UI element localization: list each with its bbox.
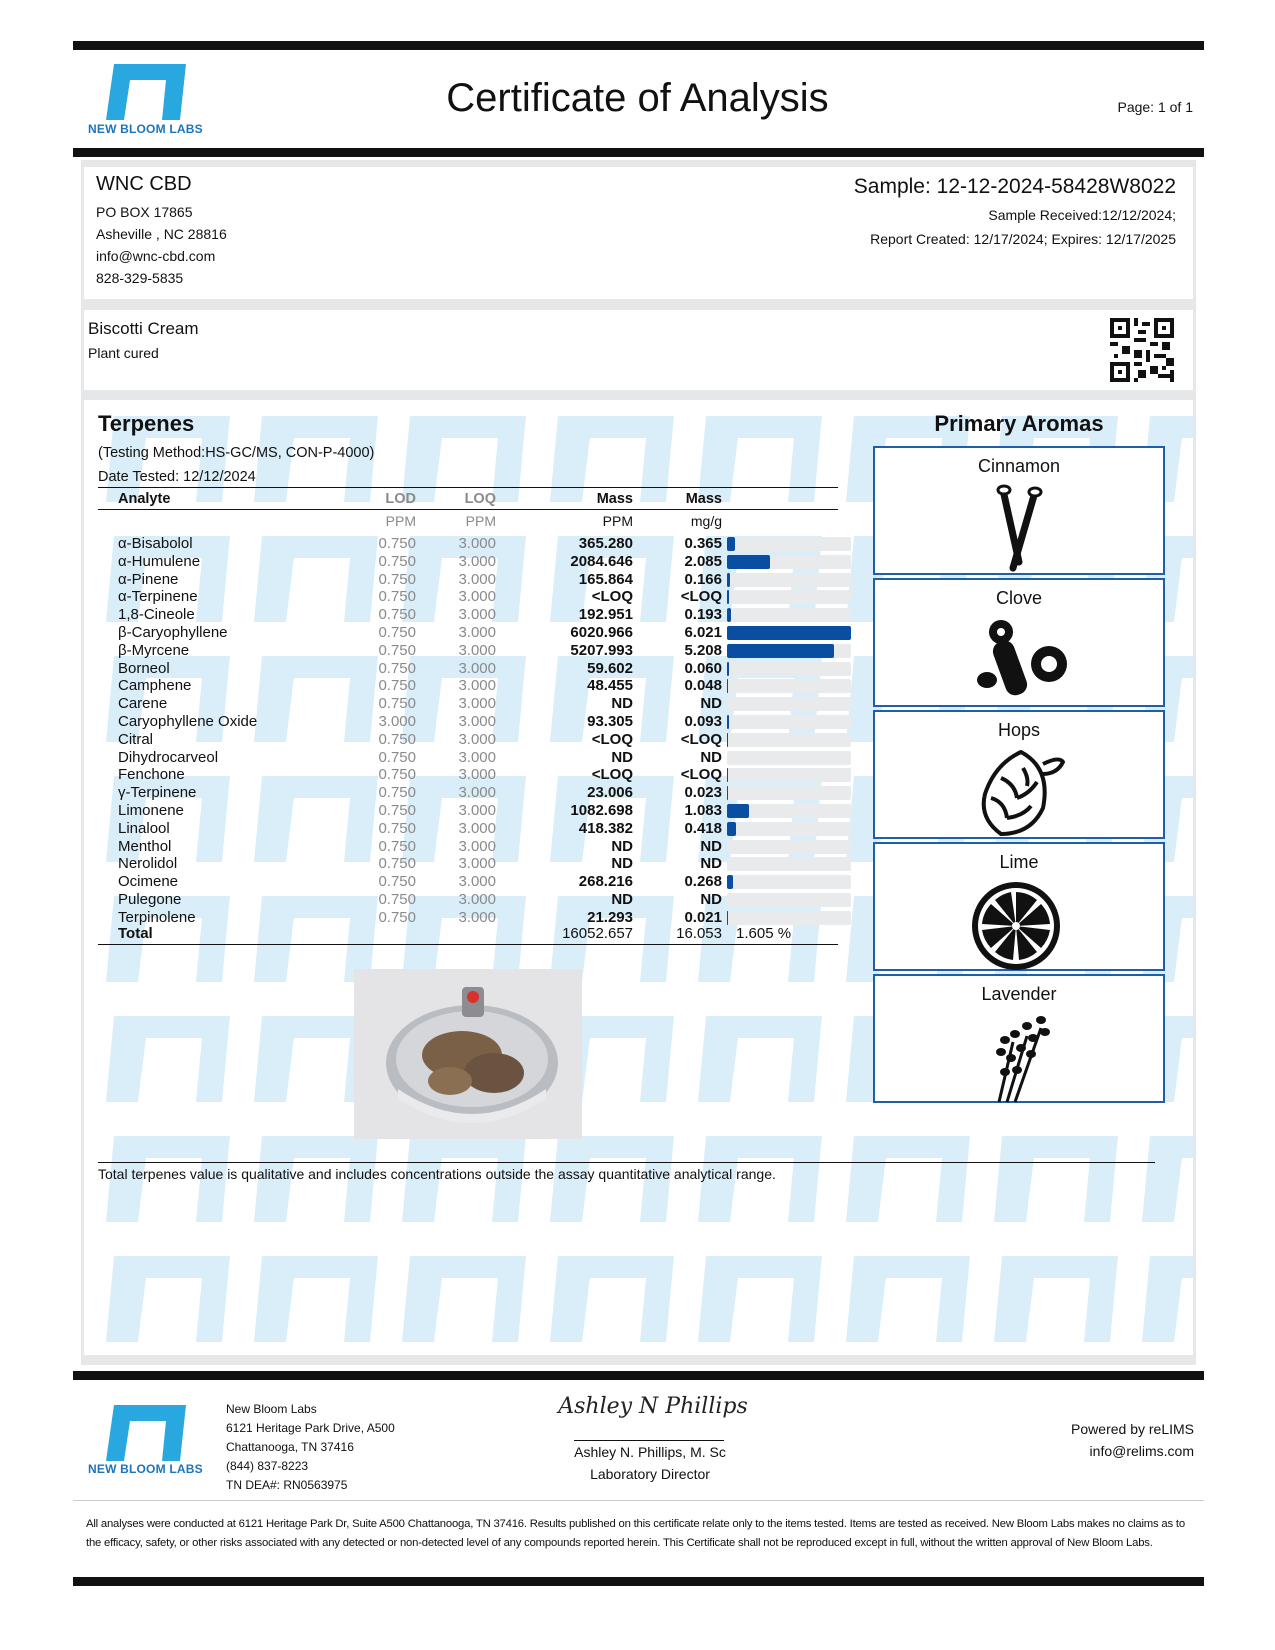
analyte-bar — [727, 786, 728, 800]
analyte-ppm: ND — [611, 748, 633, 766]
analyte-name: 1,8-Cineole — [118, 606, 195, 624]
qr-code-icon — [1110, 318, 1174, 382]
analyte-loq: 3.000 — [458, 641, 496, 659]
total-percent: 1.605 % — [736, 925, 792, 942]
analyte-bar-track — [727, 786, 851, 800]
analyte-bar-track — [727, 751, 851, 765]
footer-logo-text: NEW BLOOM LABS — [88, 1462, 203, 1476]
analyte-mg: ND — [700, 855, 722, 873]
analyte-mg: <LOQ — [680, 766, 722, 784]
analyte-name: Limonene — [118, 802, 184, 819]
analyte-bar-track — [727, 840, 851, 854]
analyte-ppm: 192.951 — [578, 606, 633, 624]
analyte-name: Citral — [118, 730, 154, 748]
cinnamon-icon — [971, 484, 1071, 574]
total-ppm: 16052.657 — [562, 925, 633, 942]
report-dates: Report Created: 12/17/2024; Expires: 12/17/2025 — [870, 231, 1176, 247]
analyte-bar-track — [727, 715, 851, 729]
analyte-mg: 5.208 — [684, 641, 722, 659]
analyte-ppm: <LOQ — [591, 588, 633, 606]
unit-lod: PPM — [385, 513, 416, 529]
bottom-rule — [73, 1577, 1204, 1586]
analyte-bar-track — [727, 626, 851, 640]
aroma-cinnamon — [873, 446, 1165, 575]
aroma-lime — [873, 842, 1165, 971]
analyte-name: β-Caryophyllene — [118, 624, 228, 641]
analyte-ppm: 21.293 — [587, 908, 633, 926]
analyte-loq: 3.000 — [458, 624, 496, 641]
analyte-loq: 3.000 — [458, 606, 496, 624]
unit-loq: PPM — [465, 513, 496, 529]
analyte-mg: 0.060 — [684, 659, 722, 677]
footer-top-rule — [73, 1371, 1204, 1380]
terpenes-heading: Terpenes — [98, 411, 195, 436]
analyte-ppm: 5207.993 — [570, 641, 633, 659]
table-bottom-rule — [98, 944, 838, 945]
analyte-name: Carene — [118, 695, 168, 713]
analyte-name: α-Bisabolol — [118, 535, 193, 552]
analyte-lod: 0.750 — [378, 837, 416, 855]
table-header-rule — [98, 509, 838, 510]
analyte-bar — [727, 822, 736, 836]
analyte-bar — [727, 608, 731, 622]
analyte-lod: 0.750 — [378, 873, 416, 891]
analyte-lod: 0.750 — [378, 588, 416, 606]
analyte-lod: 0.750 — [378, 641, 416, 659]
col-analyte: Analyte — [118, 491, 171, 507]
powered-email: info@relims.com — [1089, 1443, 1194, 1459]
analyte-bar-track — [727, 537, 851, 551]
analyte-lod: 0.750 — [378, 784, 416, 802]
product-card — [84, 310, 1193, 390]
analyte-loq: 3.000 — [458, 570, 496, 588]
analyte-lod: 0.750 — [378, 730, 416, 748]
analyte-name: Terpinolene — [118, 908, 196, 926]
aroma-label-clove: Clove — [995, 588, 1043, 608]
analyte-loq: 3.000 — [458, 730, 496, 748]
analyte-loq: 3.000 — [458, 802, 496, 819]
analyte-loq: 3.000 — [458, 588, 496, 606]
lab-address-1: 6121 Heritage Park Drive, A500 — [226, 1421, 395, 1435]
lime-icon — [971, 880, 1071, 972]
lab-address — [226, 1400, 395, 1495]
disclaimer: All analyses were conducted at 6121 Heritage Park Dr, Suite A500 Chattanooga, TN 37416. Results published on this certificate relate only to the items tested. Items are tested as received. New Bloom Labs makes no claims as to the efficacy, safety, or other risks associated with any detected or non-detected level of any compounds reported herein. This Certificate shall not be reproduced except in full, without the written approval of New Bloom Labs. — [86, 1518, 1185, 1549]
primary-aromas-heading: Primary Aromas — [934, 411, 1104, 436]
analyte-loq: 3.000 — [458, 677, 496, 695]
signature-line — [574, 1440, 724, 1441]
analyte-ppm: 1082.698 — [570, 802, 633, 819]
disclaimer-rule — [73, 1500, 1204, 1501]
unit-ppm: PPM — [602, 513, 633, 529]
analyte-ppm: ND — [611, 837, 633, 855]
analyte-name: Dihydrocarveol — [118, 748, 219, 766]
analyte-bar — [727, 662, 729, 676]
analyte-loq: 3.000 — [458, 784, 496, 802]
analyte-lod: 3.000 — [378, 713, 416, 730]
analyte-bar-track — [727, 875, 851, 889]
client-address-1: PO BOX 17865 — [96, 204, 193, 220]
analyte-loq: 3.000 — [458, 873, 496, 891]
analyte-lod: 0.750 — [378, 855, 416, 873]
client-email: info@wnc-cbd.com — [96, 248, 216, 264]
analyte-ppm: 6020.966 — [570, 624, 633, 641]
analyte-bar — [727, 644, 834, 658]
analyte-lod: 0.750 — [378, 535, 416, 552]
aroma-label-lavender: Lavender — [981, 984, 1057, 1004]
analyte-mg: 0.193 — [684, 606, 722, 624]
unit-mg: mg/g — [690, 513, 722, 529]
sample-photo — [354, 969, 582, 1139]
analyte-bar-track — [727, 822, 851, 836]
aroma-lavender — [873, 974, 1165, 1103]
analyte-name: α-Pinene — [118, 570, 179, 588]
aroma-label-hops: Hops — [997, 720, 1041, 740]
analyte-lod: 0.750 — [378, 552, 416, 570]
total-mg: 16.053 — [676, 925, 722, 942]
header-logo-text: NEW BLOOM LABS — [88, 122, 203, 136]
analyte-mg: 2.085 — [684, 552, 722, 570]
analyte-name: Pulegone — [118, 891, 182, 908]
analyte-lod: 0.750 — [378, 570, 416, 588]
analyte-mg: 0.268 — [684, 873, 722, 891]
col-lod: LOD — [385, 491, 416, 507]
analyte-mg: 6.021 — [684, 624, 722, 641]
analyte-bar — [727, 537, 735, 551]
analyte-name: γ-Terpinene — [118, 784, 197, 802]
lavender-icon — [971, 1012, 1071, 1104]
analyte-lod: 0.750 — [378, 802, 416, 819]
col-mass-mg: Mass — [685, 491, 722, 507]
analyte-ppm: 59.602 — [587, 659, 633, 677]
analyte-lod: 0.750 — [378, 677, 416, 695]
analyte-bar-track — [727, 804, 851, 818]
analyte-loq: 3.000 — [458, 819, 496, 837]
analyte-name: α-Humulene — [118, 552, 201, 570]
analyte-loq: 3.000 — [458, 908, 496, 926]
analyte-name: Borneol — [118, 659, 170, 677]
aroma-clove — [873, 578, 1165, 707]
analyte-bar-track — [727, 644, 851, 658]
note-rule — [98, 1162, 1155, 1163]
lab-address-2: Chattanooga, TN 37416 — [226, 1440, 354, 1454]
analyte-ppm: 48.455 — [587, 677, 633, 695]
analyte-mg: 0.023 — [684, 784, 722, 802]
analyte-loq: 3.000 — [458, 837, 496, 855]
analyte-lod: 0.750 — [378, 695, 416, 713]
aroma-hops — [873, 710, 1165, 839]
analyte-loq: 3.000 — [458, 766, 496, 784]
analyte-mg: ND — [700, 695, 722, 713]
aroma-label-lime: Lime — [999, 852, 1039, 872]
analyte-bar — [727, 679, 728, 693]
analyte-mg: 0.093 — [684, 713, 722, 730]
product-type: Plant cured — [88, 345, 159, 361]
analyte-loq: 3.000 — [458, 535, 496, 552]
analyte-lod: 0.750 — [378, 819, 416, 837]
analyte-ppm: 418.382 — [578, 819, 633, 837]
analyte-loq: 3.000 — [458, 891, 496, 908]
analyte-loq: 3.000 — [458, 552, 496, 570]
analyte-name: Fenchone — [118, 766, 185, 784]
lab-phone: (844) 837-8223 — [226, 1459, 309, 1473]
analyte-lod: 0.750 — [378, 766, 416, 784]
client-address-2: Asheville , NC 28816 — [96, 226, 227, 242]
analyte-loq: 3.000 — [458, 659, 496, 677]
analyte-lod: 0.750 — [378, 606, 416, 624]
analyte-bar-track — [727, 662, 851, 676]
analyte-name: Nerolidol — [118, 855, 178, 873]
analyte-bar — [727, 555, 770, 569]
analyte-name: Linalool — [118, 819, 170, 837]
analyte-bar-track — [727, 590, 851, 604]
analyte-bar — [727, 573, 730, 587]
analyte-bar-track — [727, 608, 851, 622]
analyte-ppm: 2084.646 — [570, 552, 633, 570]
page-number: Page: 1 of 1 — [1117, 99, 1193, 115]
analyte-ppm: 165.864 — [578, 570, 633, 588]
col-mass-ppm: Mass — [596, 491, 633, 507]
analyte-mg: ND — [700, 748, 722, 766]
analyte-bar — [727, 768, 728, 782]
analyte-loq: 3.000 — [458, 713, 496, 730]
analyte-name: Camphene — [118, 677, 192, 695]
terpene-note: Total terpenes value is qualitative and includes concentrations outside the assay quantitative analytical range. — [98, 1166, 776, 1182]
analyte-loq: 3.000 — [458, 695, 496, 713]
analyte-mg: 0.048 — [684, 677, 722, 695]
analyte-bar — [727, 733, 728, 747]
analyte-lod: 0.750 — [378, 659, 416, 677]
director-signature: Ashley N Phillips — [558, 1394, 748, 1419]
analyte-lod: 0.750 — [378, 748, 416, 766]
analyte-ppm: 365.280 — [578, 535, 633, 552]
analyte-bar — [727, 626, 851, 640]
analyte-mg: 0.365 — [684, 535, 722, 552]
table-top-rule — [98, 487, 838, 488]
analyte-lod: 0.750 — [378, 624, 416, 641]
analyte-bar-track — [727, 857, 851, 871]
analyte-mg: <LOQ — [680, 730, 722, 748]
analyte-lod: 0.750 — [378, 908, 416, 926]
analyte-ppm: <LOQ — [591, 766, 633, 784]
analyte-mg: 0.418 — [684, 819, 722, 837]
analyte-bar-track — [727, 555, 851, 569]
analyte-name: Menthol — [118, 837, 172, 855]
analyte-mg: ND — [700, 891, 722, 908]
analyte-bar-track — [727, 679, 851, 693]
analyte-ppm: 268.216 — [578, 873, 633, 891]
analyte-lod: 0.750 — [378, 891, 416, 908]
analyte-ppm: 93.305 — [587, 713, 633, 730]
powered-by: Powered by reLIMS — [1071, 1421, 1194, 1437]
analyte-ppm: <LOQ — [591, 730, 633, 748]
analyte-bar — [727, 875, 733, 889]
analyte-name: Ocimene — [118, 873, 179, 891]
client-name: WNC CBD — [96, 173, 192, 195]
analyte-bar — [727, 911, 728, 925]
date-tested: Date Tested: 12/12/2024 — [98, 469, 256, 485]
analyte-loq: 3.000 — [458, 855, 496, 873]
signer-title: Laboratory Director — [590, 1466, 710, 1482]
lab-dea: TN DEA#: RN0563975 — [226, 1478, 348, 1492]
analyte-bar — [727, 715, 729, 729]
analyte-ppm: ND — [611, 891, 633, 908]
analyte-bar-track — [727, 697, 851, 711]
analyte-loq: 3.000 — [458, 748, 496, 766]
top-rule — [73, 41, 1204, 50]
product-name: Biscotti Cream — [88, 319, 199, 338]
analyte-bar-track — [727, 573, 851, 587]
footer-logo-icon — [100, 1405, 186, 1461]
header-bottom-rule — [73, 148, 1204, 157]
col-loq: LOQ — [464, 491, 496, 507]
analyte-mg: <LOQ — [680, 588, 722, 606]
analyte-bar-track — [727, 768, 851, 782]
analyte-mg: 0.021 — [684, 908, 722, 926]
total-label: Total — [118, 925, 153, 942]
aroma-label-cinnamon: Cinnamon — [977, 456, 1061, 476]
clove-icon — [971, 616, 1071, 706]
sample-received: Sample Received:12/12/2024; — [988, 207, 1176, 223]
sample-id: Sample: 12-12-2024-58428W8022 — [853, 175, 1176, 198]
analyte-name: α-Terpinene — [118, 588, 198, 606]
page-title: Certificate of Analysis — [446, 76, 829, 120]
analyte-name: β-Myrcene — [118, 641, 190, 659]
analyte-bar-track — [727, 893, 851, 907]
analyte-bar — [727, 590, 729, 604]
testing-method: (Testing Method:HS-GC/MS, CON-P-4000) — [98, 445, 375, 461]
signer-name: Ashley N. Phillips, M. Sc — [574, 1444, 726, 1460]
analyte-ppm: ND — [611, 855, 633, 873]
analyte-bar — [727, 804, 749, 818]
analyte-ppm: 23.006 — [587, 784, 633, 802]
analyte-bar-track — [727, 911, 851, 925]
analyte-mg: ND — [700, 837, 722, 855]
hops-icon — [971, 748, 1071, 838]
client-card — [84, 167, 1193, 299]
lab-name: New Bloom Labs — [226, 1402, 317, 1416]
analyte-name: Caryophyllene Oxide — [118, 713, 258, 730]
analyte-bar-track — [727, 733, 851, 747]
analyte-mg: 1.083 — [684, 802, 722, 819]
client-phone: 828-329-5835 — [96, 270, 184, 286]
analyte-ppm: ND — [611, 695, 633, 713]
analyte-mg: 0.166 — [684, 570, 722, 588]
